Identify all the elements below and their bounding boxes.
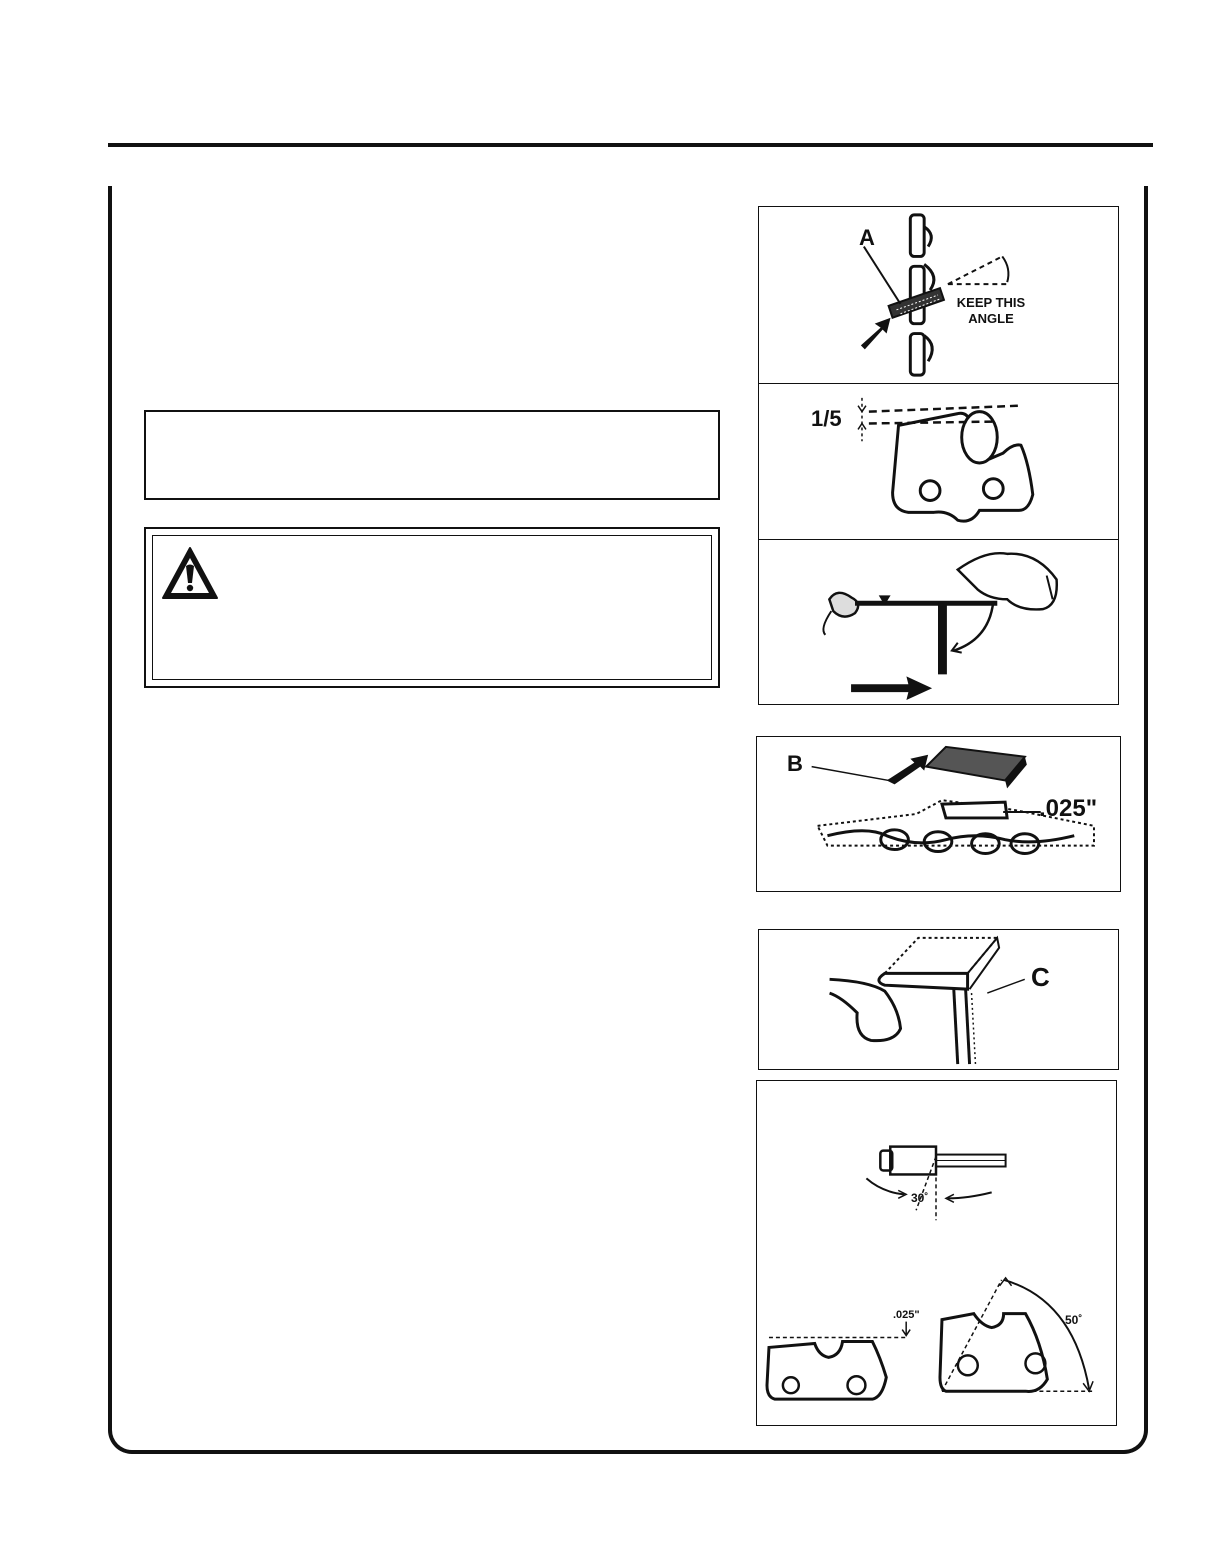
label-c: C (1031, 962, 1050, 992)
warning-triangle-icon (161, 546, 219, 600)
warning-box (144, 527, 720, 688)
figure-file-depth (758, 383, 1119, 540)
angle-30-label: 30˚ (911, 1191, 929, 1205)
header-rule (108, 143, 1153, 147)
figure-depth-gauge (756, 736, 1121, 892)
notice-box (144, 410, 720, 500)
rounding-drawing (759, 930, 1118, 1069)
figure-rounding (758, 929, 1119, 1070)
clearance-small-label: .025" (893, 1309, 920, 1321)
clearance-label: .025" (1039, 795, 1098, 822)
file-angle-drawing (759, 207, 1118, 383)
fraction-label: 1/5 (811, 406, 842, 431)
label-a: A (859, 225, 875, 250)
figure-file-guide (758, 539, 1119, 705)
figure-angles (756, 1080, 1117, 1426)
cutter-angles-drawing (757, 1081, 1116, 1425)
caption-keep-this: KEEP THIS (956, 295, 1026, 310)
angle-50-label: 50˚ (1065, 1313, 1083, 1327)
caption-angle: ANGLE (968, 311, 1014, 326)
label-b: B (787, 751, 803, 776)
file-guide-drawing (759, 540, 1118, 704)
figure-file-angle (758, 206, 1119, 384)
